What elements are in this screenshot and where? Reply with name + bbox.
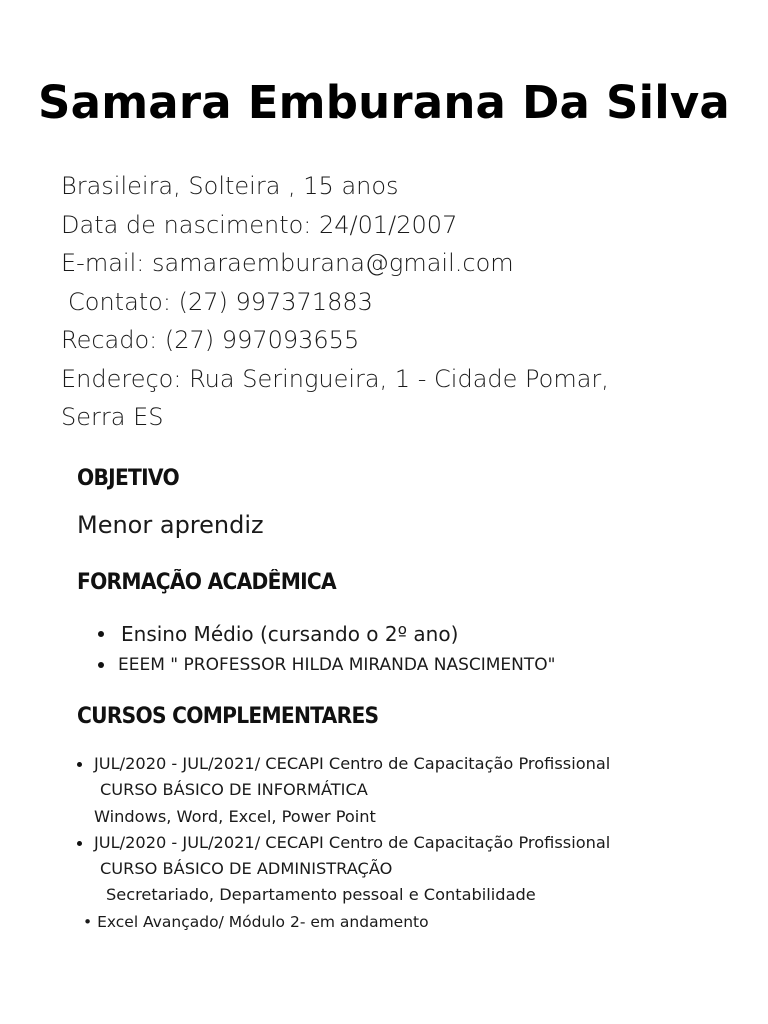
course-1-name: CURSO BÁSICO DE INFORMÁTICA	[100, 780, 368, 800]
list-item	[98, 619, 718, 649]
cursos-heading: CURSOS COMPLEMENTARES	[77, 704, 379, 729]
contact-phone: Contato: (27) 997371883	[68, 287, 373, 316]
formacao-list	[98, 619, 718, 680]
formacao-item-1: Ensino Médio (cursando o 2º ano)	[121, 622, 459, 646]
list-item	[98, 650, 718, 680]
objetivo-heading: OBJETIVO	[77, 466, 179, 491]
course-2-topics: Secretariado, Departamento pessoal e Contabilidade	[106, 885, 536, 905]
bullet-icon	[77, 762, 82, 767]
course-extra: • Excel Avançado/ Módulo 2- em andamento	[83, 912, 429, 931]
course-1-title: JUL/2020 - JUL/2021/ CECAPI Centro de Capacitação Profissional	[94, 754, 611, 773]
list-item	[77, 751, 737, 777]
nationality-status-age: Brasileira, Solteira , 15 anos	[61, 172, 399, 200]
address-line-1: Endereço: Rua Seringueira, 1 - Cidade Pomar,	[61, 364, 609, 393]
address-line-2: Serra ES	[61, 403, 164, 431]
formacao-item-2: EEEM " PROFESSOR HILDA MIRANDA NASCIMENTO"	[118, 655, 556, 675]
objetivo-text: Menor aprendiz	[77, 511, 264, 539]
bullet-icon	[77, 841, 82, 846]
birth-date: Data de nascimento: 24/01/2007	[61, 210, 458, 239]
resume-name: Samara Emburana Da Silva	[38, 76, 730, 129]
bullet-icon	[98, 631, 104, 637]
formacao-heading: FORMAÇÃO ACADÊMICA	[77, 570, 336, 595]
personal-info	[61, 167, 741, 437]
course-2-name: CURSO BÁSICO DE ADMINISTRAÇÃO	[100, 859, 393, 879]
message-phone: Recado: (27) 997093655	[61, 326, 360, 354]
cursos-list	[77, 751, 737, 935]
email: E-mail: samaraemburana@gmail.com	[61, 249, 514, 277]
list-item	[77, 830, 737, 856]
bullet-icon	[98, 662, 104, 668]
course-2-title: JUL/2020 - JUL/2021/ CECAPI Centro de Capacitação Profissional	[94, 832, 611, 852]
course-1-topics: Windows, Word, Excel, Power Point	[94, 806, 376, 826]
